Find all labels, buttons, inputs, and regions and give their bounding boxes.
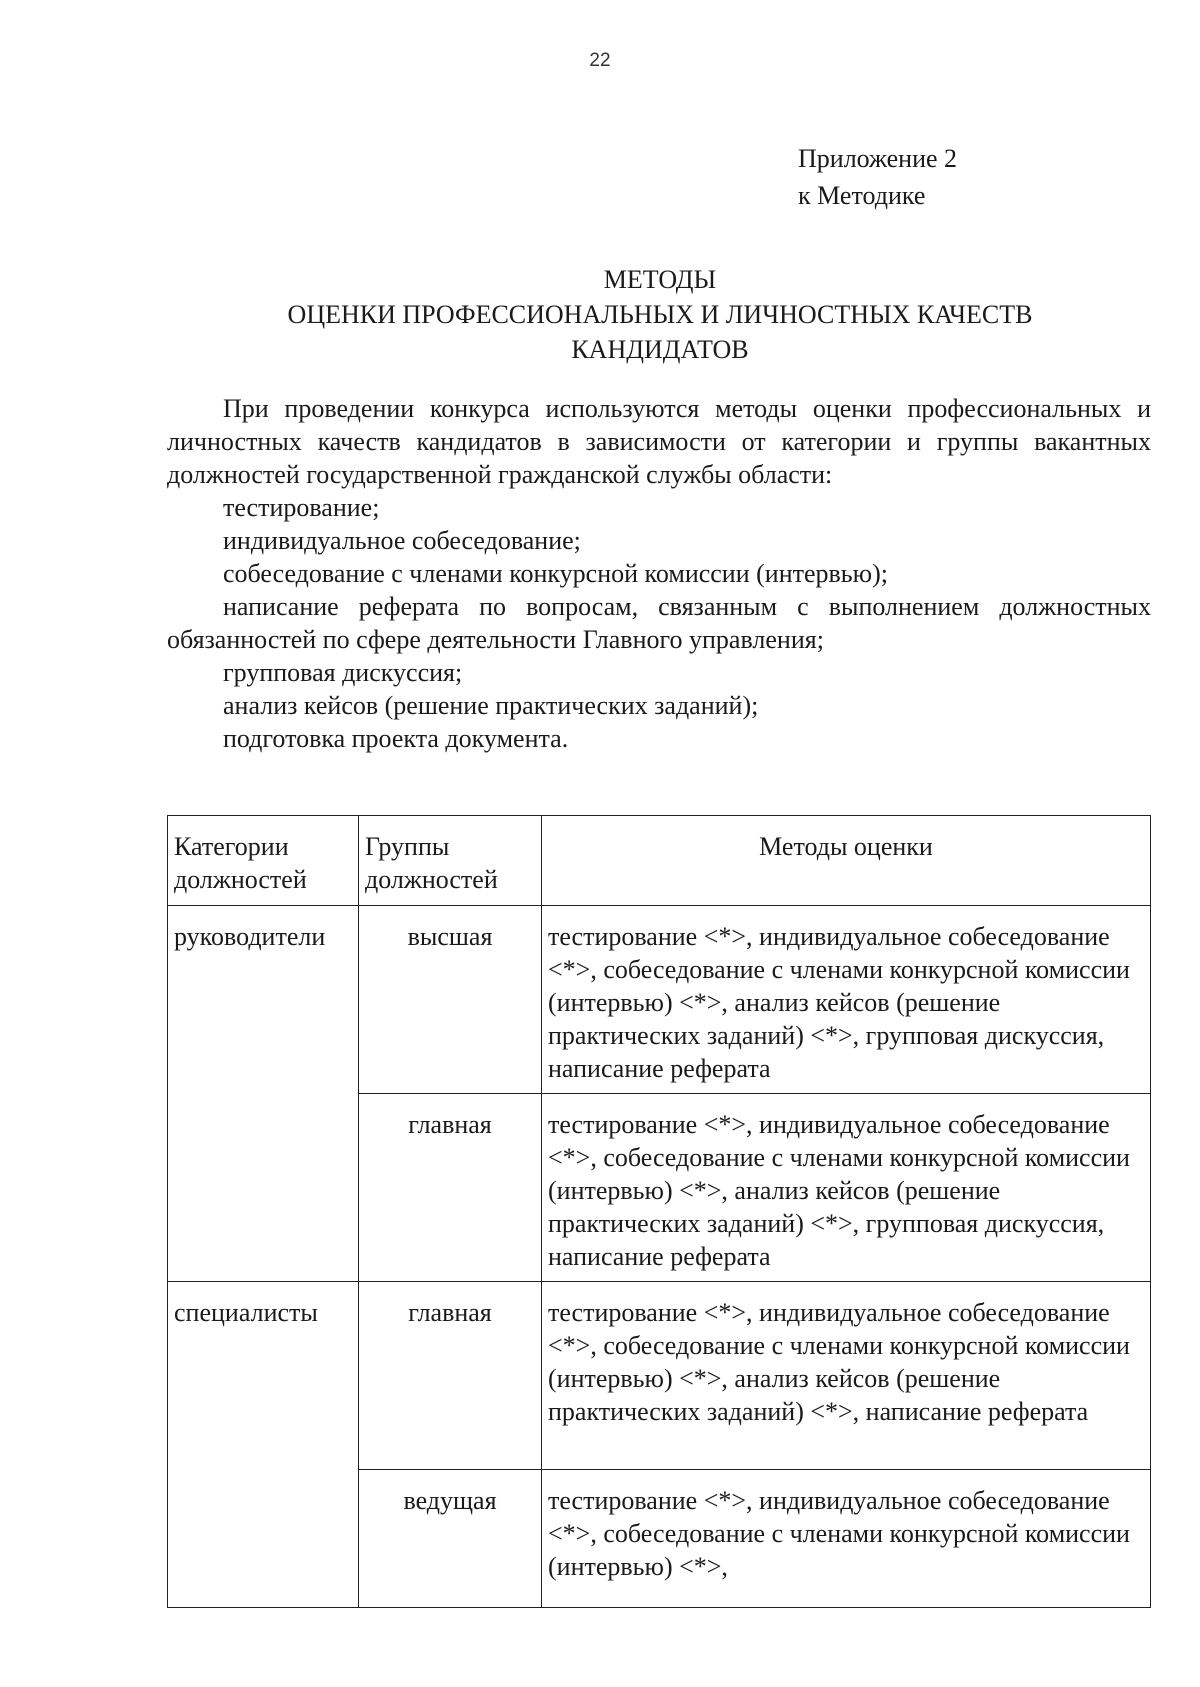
cell-group: главная bbox=[359, 1282, 542, 1470]
cell-category: руководители bbox=[168, 906, 359, 1094]
table-header-row bbox=[168, 816, 1151, 906]
method-list-item: тестирование; bbox=[223, 493, 380, 522]
cell-category: специалисты bbox=[168, 1282, 359, 1470]
table-row bbox=[168, 1470, 1151, 1608]
appendix-line-2: к Методике bbox=[798, 181, 926, 210]
cell-methods: тестирование <*>, индивидуальное собеседование <*>, собеседование с членами конкурсной комиссии (интервью) <*>, анализ кейсов (решение практических заданий) <*>, написание реферата bbox=[542, 1282, 1151, 1470]
cell-category bbox=[168, 1094, 359, 1282]
header-group: Группы должностей bbox=[359, 816, 542, 906]
method-list-item: групповая дискуссия; bbox=[223, 658, 463, 687]
cell-group: высшая bbox=[359, 906, 542, 1094]
method-list-item: индивидуальное собеседование; bbox=[223, 526, 581, 555]
title-line-1: МЕТОДЫ bbox=[603, 265, 717, 294]
cell-category bbox=[168, 1470, 359, 1608]
header-methods: Методы оценки bbox=[542, 816, 1151, 906]
cell-group: главная bbox=[359, 1094, 542, 1282]
table-row bbox=[168, 1094, 1151, 1282]
table-row bbox=[168, 906, 1151, 1094]
assessment-methods-table bbox=[167, 815, 1151, 1608]
method-list-item: подготовка проекта документа. bbox=[223, 724, 569, 753]
title-line-2: ОЦЕНКИ ПРОФЕССИОНАЛЬНЫХ И ЛИЧНОСТНЫХ КАЧЕСТВ bbox=[287, 300, 1033, 329]
intro-paragraph: При проведении конкурса используются методы оценки профессиональных и личностных качеств кандидатов в зависимости от категории и группы вакантных должностей государственной гражданской службы области: bbox=[167, 394, 1151, 489]
cell-methods: тестирование <*>, индивидуальное собеседование <*>, собеседование с членами конкурсной комиссии (интервью) <*>, анализ кейсов (решение практических заданий) <*>, групповая дискуссия, написание реферата bbox=[542, 906, 1151, 1094]
header-category: Категории должностей bbox=[168, 816, 359, 906]
intro-text bbox=[167, 392, 1151, 755]
method-list-item: анализ кейсов (решение практических заданий); bbox=[223, 691, 759, 720]
title-line-3: КАНДИДАТОВ bbox=[571, 335, 749, 364]
document-title bbox=[0, 262, 1200, 367]
appendix-line-1: Приложение 2 bbox=[798, 144, 958, 173]
table-row bbox=[168, 1282, 1151, 1470]
method-list-item: собеседование с членами конкурсной комиссии (интервью); bbox=[223, 559, 888, 588]
method-list-item: написание реферата по вопросам, связанным с выполнением должностных обязанностей по сфере деятельности Главного управления; bbox=[167, 592, 1151, 654]
appendix-reference bbox=[798, 140, 957, 214]
cell-group: ведущая bbox=[359, 1470, 542, 1608]
page-number: 22 bbox=[589, 50, 611, 71]
cell-methods: тестирование <*>, индивидуальное собеседование <*>, собеседование с членами конкурсной комиссии (интервью) <*>, bbox=[542, 1470, 1151, 1608]
cell-methods: тестирование <*>, индивидуальное собеседование <*>, собеседование с членами конкурсной комиссии (интервью) <*>, анализ кейсов (решение практических заданий) <*>, групповая дискуссия, написание реферата bbox=[542, 1094, 1151, 1282]
